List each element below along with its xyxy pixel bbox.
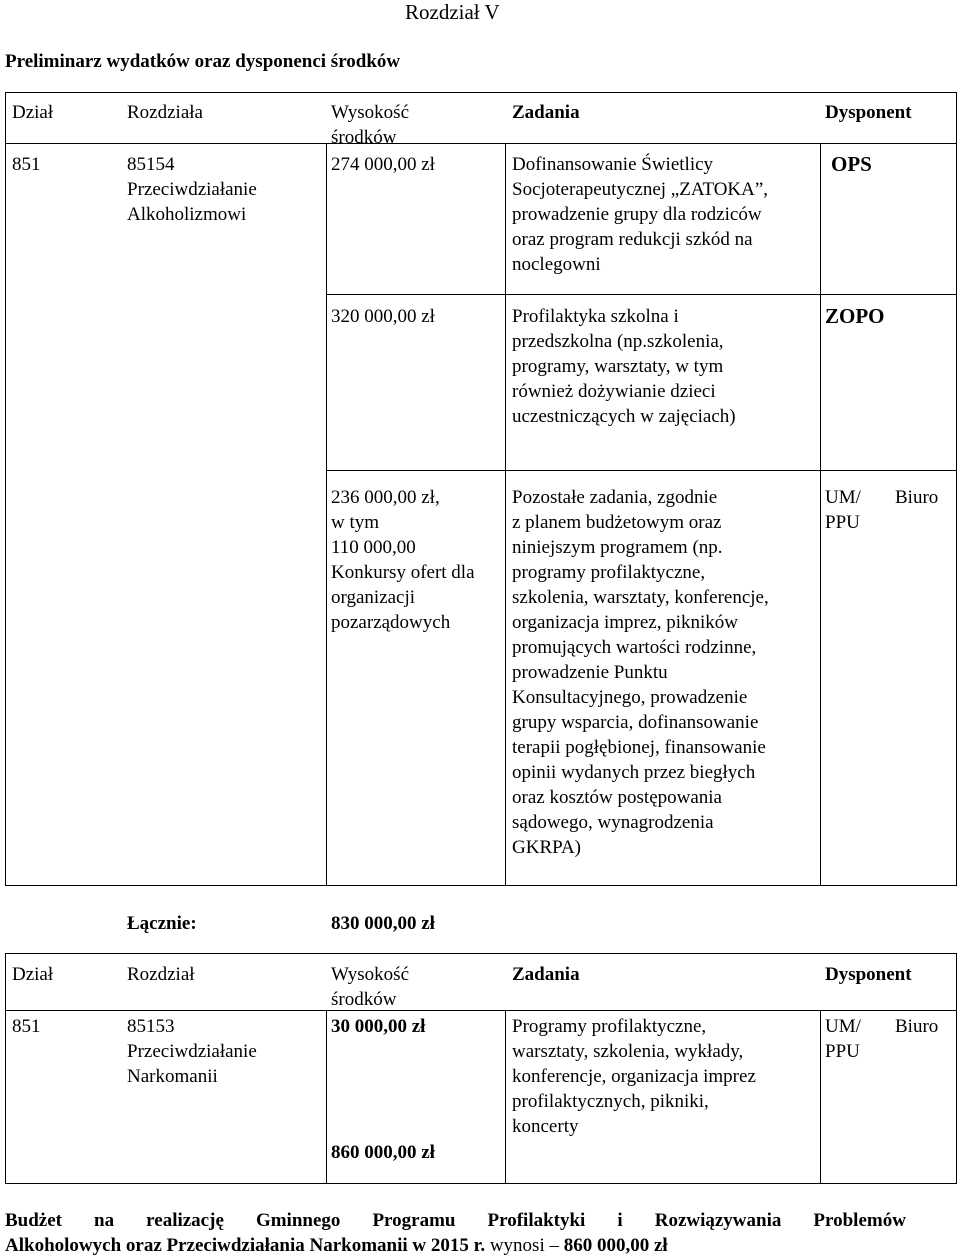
table2-disponent-ppu: PPU [825,1041,860,1062]
total-value-2: 860 000,00 zł [331,1142,435,1163]
table2-task: Programy profilaktyczne, warsztaty, szkolenia, wykłady, konferencje, organizacja imprez profilaktycznych, pikniki, koncerty [512,1016,756,1137]
header2-rozdzial: Rozdział [127,964,195,985]
table2-amount: 30 000,00 zł [331,1016,426,1037]
table1-header-bottom [5,143,957,144]
table2-col-divider-task [505,1010,506,1184]
table1-top-border [5,92,957,93]
budget-summary-line1: Budżet na realizację Gminnego Programu Profilaktyki i Rozwiązywania Problemów [5,1210,906,1231]
row2-task: Profilaktyka szkolna i przedszkolna (np.szkolenia, programy, warsztaty, w tym również dożywianie dzieci uczestniczących w zajęciach) [512,306,736,427]
header2-dysponent: Dysponent [825,964,912,985]
table1-bottom-border [5,885,957,886]
rozdzial2-value: 85153 Przeciwdziałanie Narkomanii [127,1016,257,1087]
header-rozdzial: Rozdziała [127,102,203,123]
table2-disponent-biuro: Biuro [895,1016,939,1037]
budget-summary-line2: Alkoholowych oraz Przeciwdziałania Narkomanii w 2015 r. wynosi – 860 000,00 zł [5,1235,668,1256]
table2-col-divider-amount [326,1010,327,1184]
total-value-1: 830 000,00 zł [331,913,435,934]
row3-disponent-um: UM/ [825,487,861,508]
table1-col-divider-task [505,143,506,886]
table1-row2-bottom [326,470,956,471]
table2-disponent-um: UM/ [825,1016,861,1037]
header2-dzial: Dział [12,964,54,985]
table2-col-divider-disponent [820,1010,821,1184]
header2-zadania: Zadania [512,964,580,985]
header2-srodkow: środków [331,989,397,1010]
table1-col-divider-amount [326,143,327,886]
section-title: Preliminarz wydatków oraz dysponenci środków [5,51,401,72]
dzial-value: 851 [12,154,41,175]
table1-left-border [5,92,6,886]
table2-left-border [5,953,6,1184]
row3-disponent-biuro: Biuro [895,487,939,508]
table1-col-divider-disponent [820,143,821,886]
header-dzial: Dział [12,102,54,123]
table1-row1-bottom [326,294,956,295]
row3-amount: 236 000,00 zł, w tym 110 000,00 Konkursy ofert dla organizacji pozarządowych [331,487,475,633]
header2-wysokosc: Wysokość [331,964,410,985]
row1-task: Dofinansowanie Świetlicy Socjoterapeutycznej „ZATOKA”, prowadzenie grupy dla rodziców oraz program redukcji szkód na noclegowni [512,154,769,275]
table2-bottom-border [5,1183,957,1184]
table2-right-border [956,953,957,1184]
row1-amount: 274 000,00 zł [331,154,435,175]
row3-task: Pozostałe zadania, zgodnie z planem budżetowym oraz niniejszym programem (np. programy profilaktyczne, szkolenia, warsztaty, konferencje, organizacja imprez, pikników promujących wartości rodzinne, prowadzenie Punktu Konsultacyjnego, prowadzenie grupy wsparcia, dofinansowanie terapii pogłębionej, finansowanie opinii wydanych przez biegłych oraz kosztów postępowania sądowego, wynagrodzenia GKRPA) [512,487,769,858]
row3-disponent-ppu: PPU [825,512,860,533]
header-srodkow: środków [331,127,397,148]
row2-amount: 320 000,00 zł [331,306,435,327]
dzial2-value: 851 [12,1016,41,1037]
table2-header-bottom [5,1010,957,1011]
row2-disponent: ZOPO [825,304,885,328]
chapter-heading: Rozdział V [405,0,500,24]
table2-top-border [5,953,957,954]
header-dysponent: Dysponent [825,102,912,123]
table1-right-border [956,92,957,886]
rozdzial-value: 85154 Przeciwdziałanie Alkoholizmowi [127,154,257,225]
row1-disponent: OPS [831,152,872,176]
header-zadania: Zadania [512,102,580,123]
total-label: Łącznie: [127,913,197,934]
header-wysokosc: Wysokość [331,102,410,123]
